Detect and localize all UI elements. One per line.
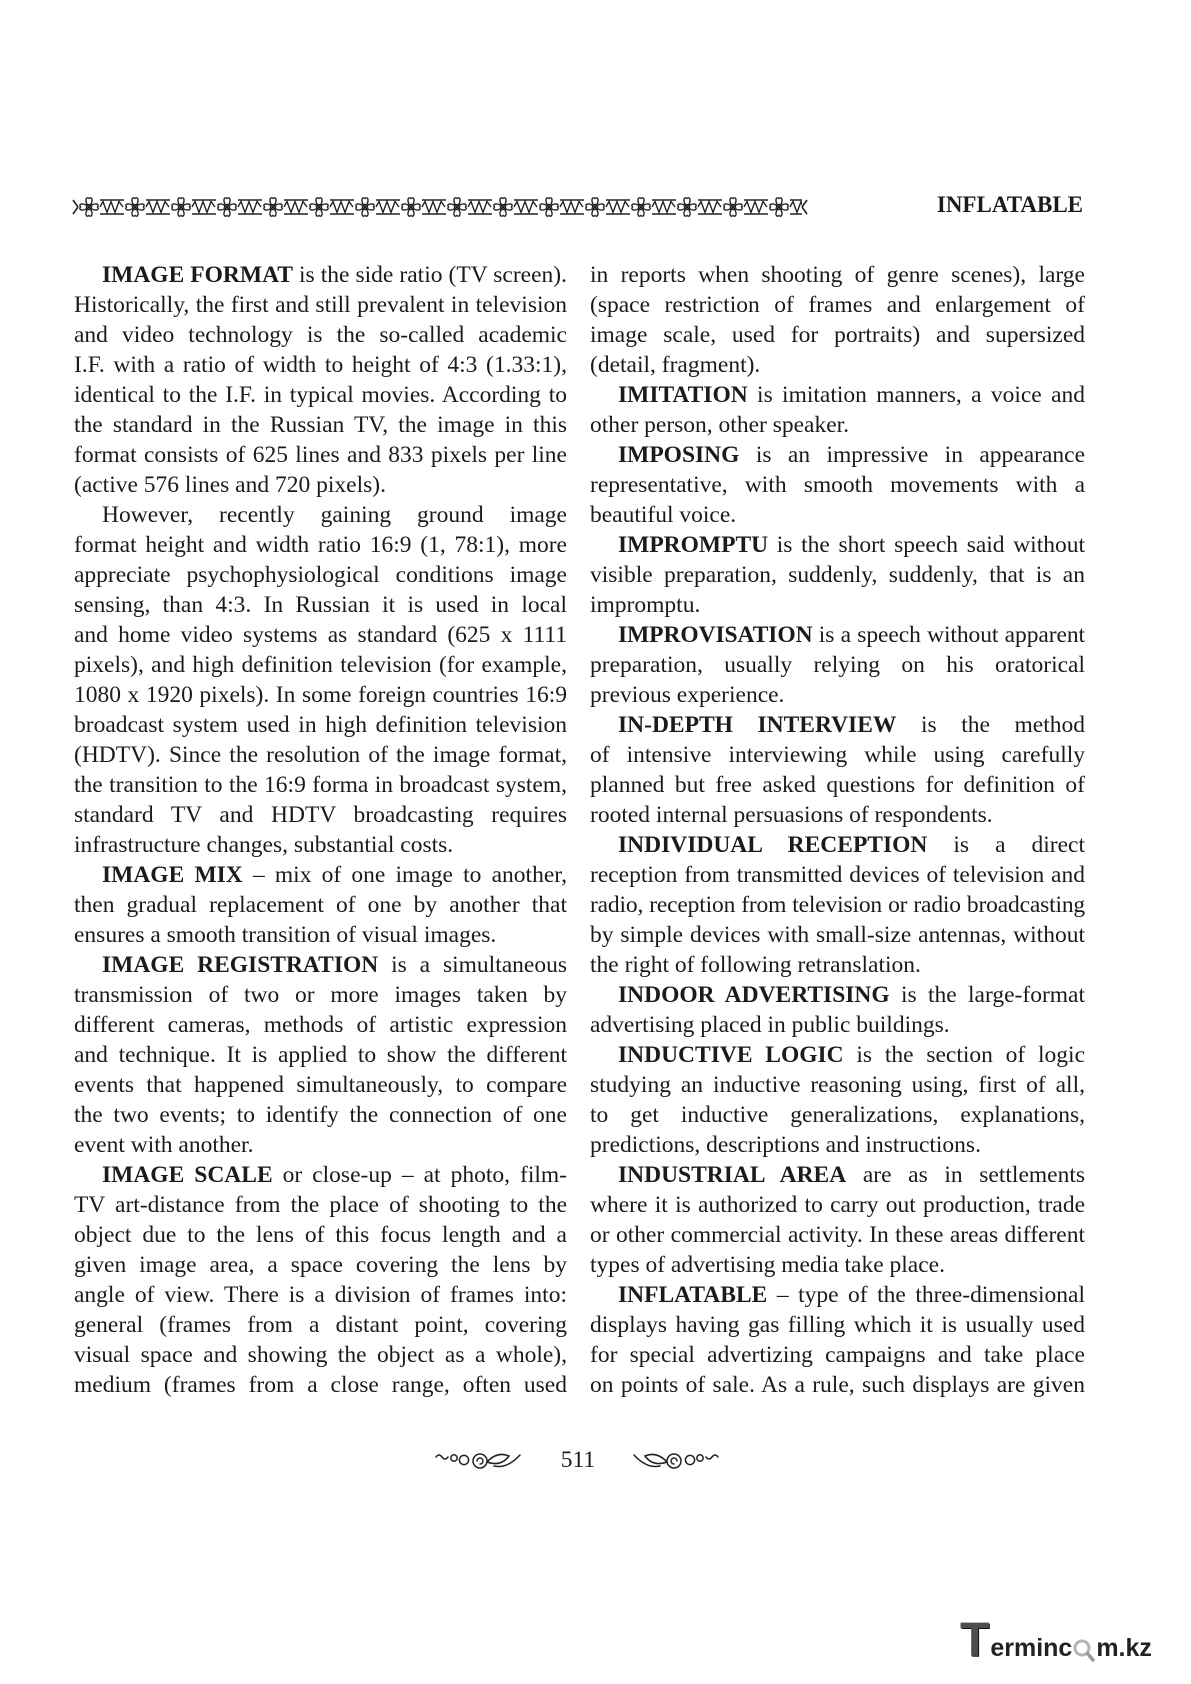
entry-imitation [590,380,1085,440]
text-line: sensing, than 4:3. In Russian it is used in local [74,592,567,618]
text-line: the two events; to identify the connection of one [74,1102,567,1128]
entry-term: INDUCTIVE LOGIC [618,1042,844,1068]
text-line: standard TV and HDTV broadcasting requires [74,802,567,828]
text-line: impromptu. [590,592,701,618]
text-line: visual space and showing the object as a whole), [74,1342,567,1368]
entry-term: IMITATION [618,382,748,408]
definition-text: is the side ratio (TV screen). [299,262,567,288]
text-line: general (frames from a distant point, covering [74,1312,567,1338]
text-line [74,260,567,290]
entry-term: IMPROVISATION [618,622,813,648]
text-line: displays having gas filling which it is usually used [590,1312,1085,1338]
definition-text: is imitation manners, a voice and [757,382,1086,408]
entry-term: INDOOR ADVERTISING [618,982,890,1008]
entry-term: IN-DEPTH INTERVIEW [618,712,897,738]
text-line: preparation, usually relying on his oratorical [590,652,1085,678]
text-line: radio, reception from television or radio broadcasting [590,892,1085,918]
entry-term: INDUSTRIAL AREA [618,1162,847,1188]
definition-text: are as in settlements [862,1162,1086,1188]
running-head: INFLATABLE [936,192,1083,217]
text-line [74,860,567,890]
entry-image-format [74,260,567,500]
text-line: beautiful voice. [590,502,737,528]
entry-term: IMAGE SCALE [102,1162,273,1188]
definition-text: is a direct [953,832,1086,858]
entry-term: IMPOSING [618,442,740,468]
text-line [590,1280,1085,1310]
text-line: Historically, the first and still prevalent in television [74,292,567,318]
entry-term: INDIVIDUAL RECEPTION [618,832,928,858]
entry-image-scale-continued [590,260,1085,380]
text-line: image scale, used for portraits) and supersized [590,322,1085,348]
text-line: representative, with smooth movements with a [590,472,1085,498]
text-line [590,1040,1085,1070]
entry-term: INFLATABLE [618,1282,768,1308]
text-line [590,440,1085,470]
text-line: ensures a smooth transition of visual images. [74,922,497,948]
text-line: by simple devices with small-size antennas, without [590,922,1085,948]
text-line: angle of view. There is a division of frames into: [74,1282,567,1308]
text-line: format height and width ratio 16:9 (1, 78:1), more [74,532,567,558]
text-line: rooted internal persuasions of respondents. [590,802,993,828]
folio-ornament-right-icon [632,1449,720,1471]
entry-term: IMPROMPTU [618,532,769,558]
entry-impromptu [590,530,1085,620]
text-line: types of advertising media take place. [590,1252,945,1278]
text-line: reception from transmitted devices of television and [590,862,1085,888]
entry-image-scale [74,1160,567,1400]
entry-in-depth-interview [590,710,1085,830]
text-line [590,710,1085,740]
text-line: medium (frames from a close range, often used [74,1372,567,1398]
magnifier-icon [1072,1636,1096,1662]
entry-improvisation [590,620,1085,710]
text-line: previous experience. [590,682,785,708]
text-line: the right of following retranslation. [590,952,921,978]
right-column [590,260,1085,1400]
definition-text: is the section of logic [856,1042,1086,1068]
text-line: infrastructure changes, substantial costs. [74,832,454,858]
text-line: (active 576 lines and 720 pixels). [74,472,386,498]
text-line: the standard in the Russian TV, the image in this [74,412,567,438]
text-line: I.F. with a ratio of width to height of 4:3 (1.33:1), [74,352,567,378]
text-line: TV art-distance from the place of shooting to the [74,1192,567,1218]
left-column [74,260,567,1400]
entry-inflatable [590,1280,1085,1400]
text-line [74,1160,567,1190]
text-line: of intensive interviewing while using carefully [590,742,1085,768]
text-line [590,1160,1085,1190]
text-line [590,620,1085,650]
text-line: events that happened simultaneously, to compare [74,1072,567,1098]
text-line: planned but free asked questions for definition of [590,772,1085,798]
text-line: However, recently gaining ground image [102,502,567,528]
text-line: then gradual replacement of one by another that [74,892,567,918]
text-line: studying an inductive reasoning using, first of all, [590,1072,1085,1098]
definition-text: – mix of one image to another, [252,862,568,888]
text-line: (HDTV). Since the resolution of the image format, [74,742,567,768]
text-line: 1080 x 1920 pixels). In some foreign countries 16:9 [74,682,567,708]
text-line: (space restriction of frames and enlargement of [590,292,1085,318]
text-line: and video technology is the so-called academic [74,322,567,348]
definition-text: is the short speech said without [776,532,1086,558]
text-line: other person, other speaker. [590,412,850,438]
entry-individual-reception [590,830,1085,980]
text-line: in reports when shooting of genre scenes), large [590,262,1085,288]
watermark-initial: T [960,1614,990,1667]
text-line: or other commercial activity. In these areas different [590,1222,1085,1248]
text-line: format consists of 625 lines and 833 pixels per line [74,442,567,468]
watermark-text-after: m.kz [1096,1634,1152,1662]
text-line: pixels), and high definition television (for example, [74,652,567,678]
folio-ornament-left-icon [434,1449,522,1471]
definition-text: is the large-format [900,982,1086,1008]
text-line: the transition to the 16:9 forma in broadcast system, [74,772,567,798]
text-line: broadcast system used in high definition television [74,712,567,738]
entry-image-mix [74,860,567,950]
definition-text: is a simultaneous [391,952,567,978]
text-line: predictions, descriptions and instructions. [590,1132,981,1158]
text-line: to get inductive generalizations, explanations, [590,1102,1085,1128]
entry-image-format-paragraph [74,500,567,860]
entry-industrial-area [590,1160,1085,1280]
definition-text: is an impressive in appearance [755,442,1085,468]
entry-term: IMAGE REGISTRATION [102,952,379,978]
watermark-text-before: erminc [990,1634,1073,1662]
entry-inductive-logic [590,1040,1085,1160]
text-line [590,380,1085,410]
entry-indoor-advertising [590,980,1085,1040]
text-line: identical to the I.F. in typical movies. According to [74,382,567,408]
text-line: transmission of two or more images taken by [74,982,567,1008]
header-ornament [72,194,808,220]
text-line: different cameras, methods of artistic expression [74,1012,567,1038]
watermark-logo [960,1614,1152,1666]
text-line [590,980,1085,1010]
text-line: appreciate psychophysiological conditions image [74,562,567,588]
text-line: where it is authorized to carry out production, trade [590,1192,1085,1218]
text-line [74,950,567,980]
text-line: on points of sale. As a rule, such displays are given [590,1372,1085,1398]
text-line: given image area, a space covering the lens by [74,1252,567,1278]
entry-term: IMAGE MIX [102,862,243,888]
definition-text: is the method [920,712,1086,738]
text-line: visible preparation, suddenly, suddenly, that is an [590,562,1085,588]
entry-image-registration [74,950,567,1160]
text-line: advertising placed in public buildings. [590,1012,950,1038]
text-line: for special advertizing campaigns and take place [590,1342,1085,1368]
text-line: and home video systems as standard (625 x 1111 [74,622,567,648]
definition-text: – type of the three-dimensional [776,1282,1085,1308]
page-number: 511 [560,1447,596,1473]
text-line: event with another. [74,1132,254,1158]
text-line [590,830,1085,860]
entry-term: IMAGE FORMAT [102,262,293,288]
text-line: and technique. It is applied to show the different [74,1042,567,1068]
definition-text: or close-up – at photo, film- [282,1162,567,1188]
text-line: (detail, fragment). [590,352,761,378]
entry-imposing [590,440,1085,530]
definition-text: is a speech without apparent [818,622,1085,648]
text-line: object due to the lens of this focus length and a [74,1222,567,1248]
text-line [590,530,1085,560]
